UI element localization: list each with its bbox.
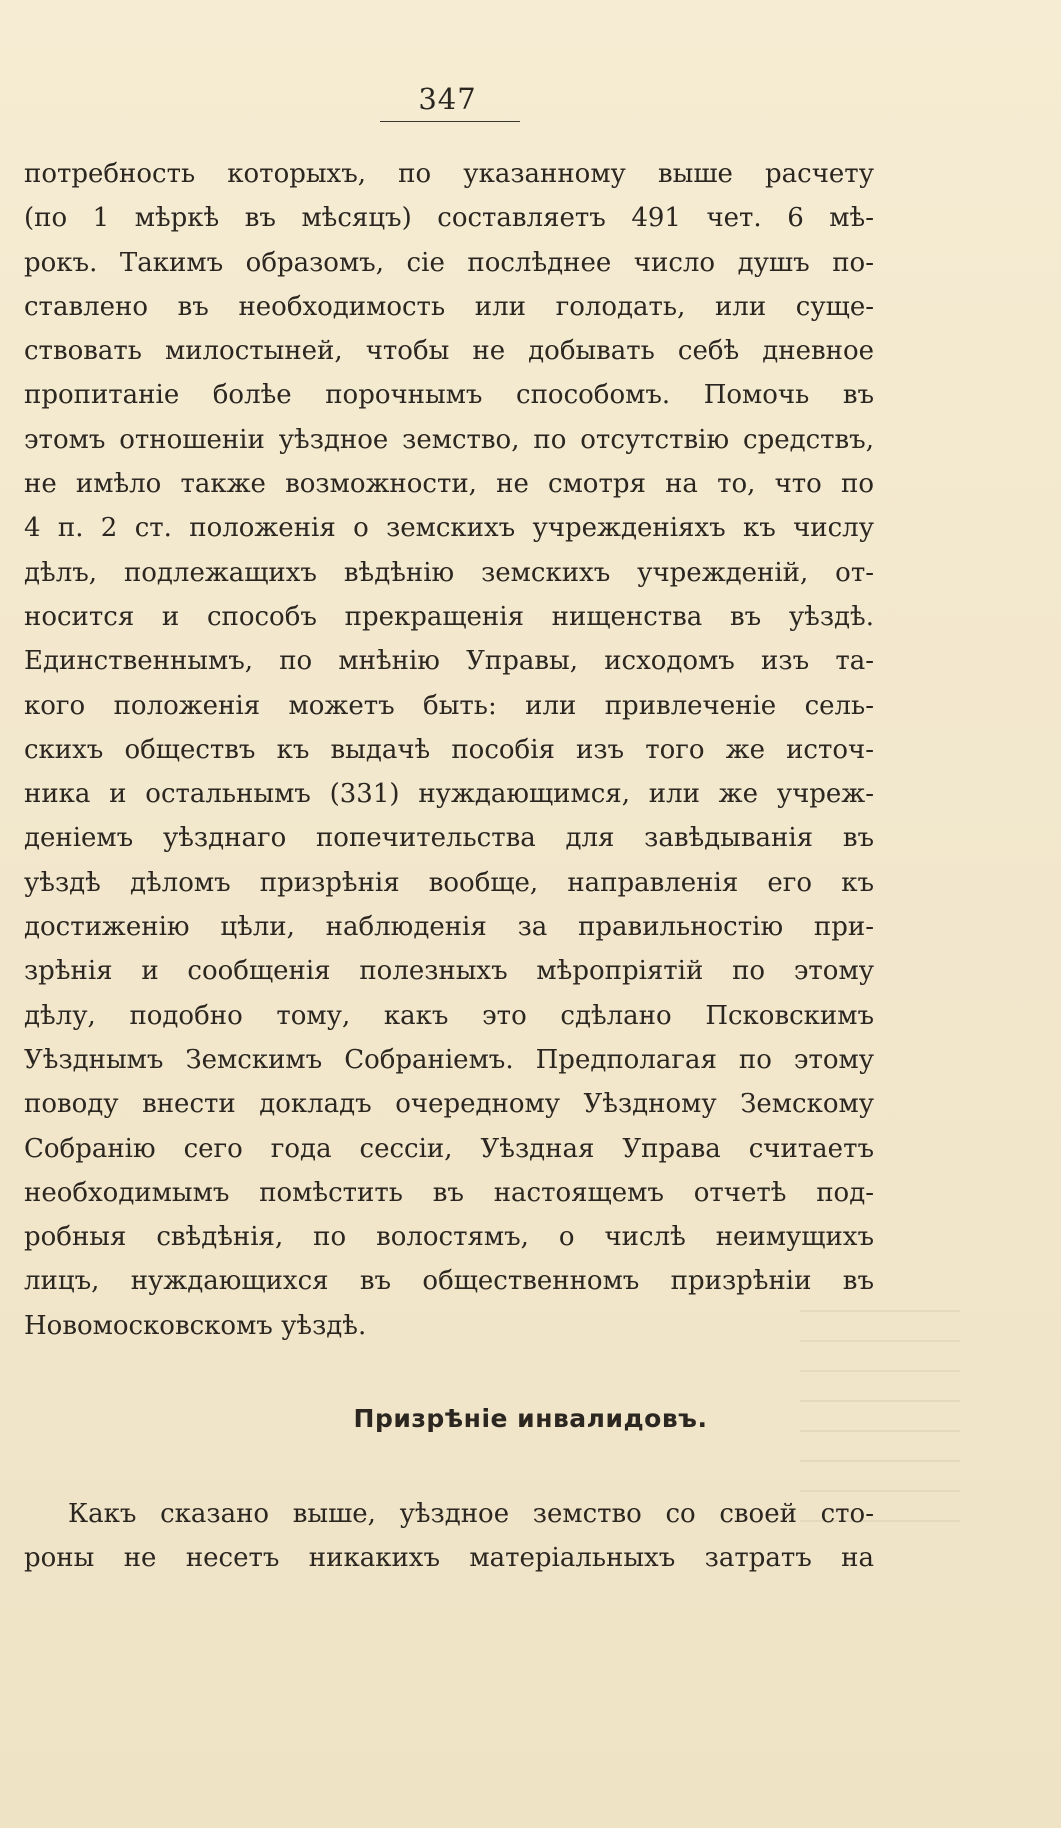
text-line: скихъ обществъ къ выдачѣ пособія изъ того же источ- [24, 734, 874, 765]
text-line: дѣлу, подобно тому, какъ это сдѣлано Псковскимъ [24, 1000, 874, 1031]
page-number: 347 [418, 82, 477, 116]
text-line: кого положенія можетъ быть: или привлеченіе сель- [24, 690, 874, 721]
text-line: (по 1 мѣркѣ въ мѣсяцъ) составляетъ 491 чет. 6 мѣ- [24, 203, 874, 234]
text-line: носится и способъ прекращенія нищенства въ уѣздѣ. [24, 601, 874, 632]
text-line: пропитаніе болѣе порочнымъ способомъ. Помочь въ [24, 380, 874, 411]
text-line: потребность которыхъ, по указанному выше расчету [24, 159, 874, 189]
text-line: этомъ отношеніи уѣздное земство, по отсутствію средствъ, [24, 424, 874, 455]
second-paragraph [24, 1492, 874, 1581]
main-paragraph [24, 152, 874, 1348]
text-line: достиженію цѣли, наблюденія за правильностію при- [24, 912, 874, 943]
text-line: не имѣло также возможности, не смотря на то, что по [24, 469, 874, 500]
text-line: ника и остальнымъ (331) нуждающимся, или же учреж- [24, 779, 874, 810]
text-line: робныя свѣдѣнія, по волостямъ, о числѣ неимущихъ [24, 1222, 874, 1253]
text-line: ставлено въ необходимость или голодать, или суще- [24, 291, 874, 322]
text-line: Уѣзднымъ Земскимъ Собраніемъ. Предполагая по этому [24, 1044, 874, 1075]
page-number-rule [380, 121, 520, 122]
section-heading: Призрѣніе инвалидовъ. [353, 1404, 708, 1433]
text-line: Какъ сказано выше, уѣздное земство со своей сто- [68, 1499, 874, 1529]
text-line: дѣлъ, подлежащихъ вѣдѣнію земскихъ учрежденій, от- [24, 557, 874, 588]
text-line: роны не несетъ никакихъ матеріальныхъ затратъ на [24, 1543, 874, 1574]
text-line: лицъ, нуждающихся въ общественномъ призрѣніи въ [24, 1266, 874, 1297]
text-line: поводу внести докладъ очередному Уѣздному Земскому [24, 1089, 874, 1120]
text-line: уѣздѣ дѣломъ призрѣнія вообще, направленія его къ [24, 867, 874, 898]
text-line: Новомосковскомъ уѣздѣ. [24, 1310, 367, 1341]
text-line: 4 п. 2 ст. положенія о земскихъ учрежденіяхъ къ числу [24, 513, 874, 544]
text-line: деніемъ уѣзднаго попечительства для завѣдыванія въ [24, 823, 874, 854]
text-line: Собранію сего года сессіи, Уѣздная Управа считаетъ [24, 1133, 874, 1164]
text-line: Единственнымъ, по мнѣнію Управы, исходомъ изъ та- [24, 646, 874, 677]
text-line: ствовать милостыней, чтобы не добывать себѣ дневное [24, 336, 874, 367]
text-line: рокъ. Такимъ образомъ, сіе послѣднее число душъ по- [24, 247, 874, 278]
text-line: зрѣнія и сообщенія полезныхъ мѣропріятій по этому [24, 956, 874, 987]
text-line: необходимымъ помѣстить въ настоящемъ отчетѣ под- [24, 1177, 874, 1208]
